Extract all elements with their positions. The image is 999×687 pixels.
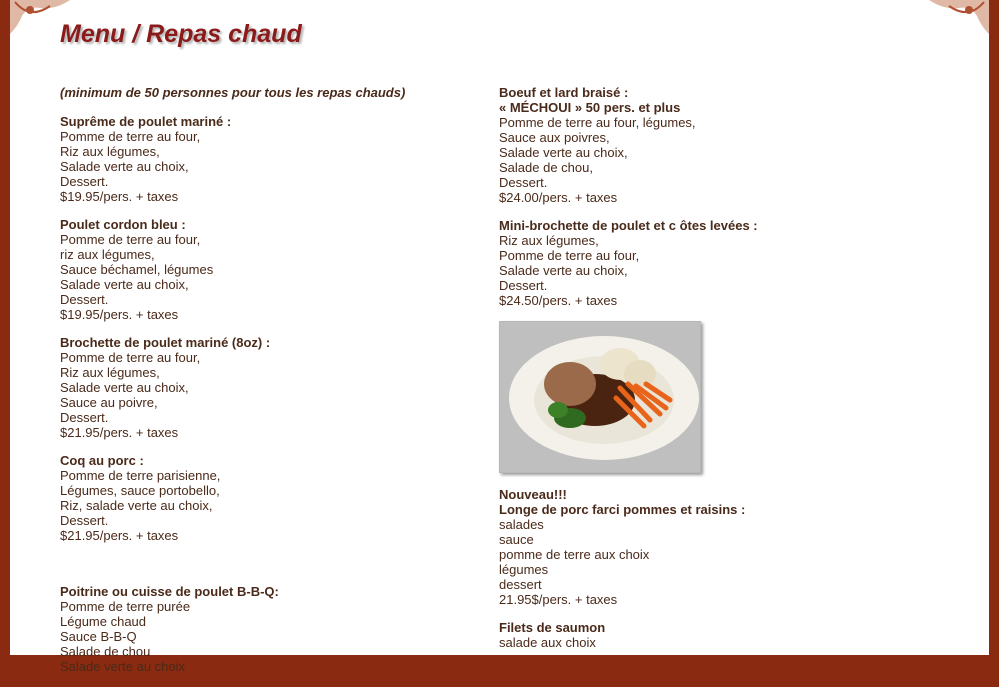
menu-item-line: Dessert. xyxy=(60,292,109,307)
menu-item-title: Poulet cordon bleu : xyxy=(60,217,186,232)
menu-item-coq-au-porc xyxy=(60,453,480,543)
menu-item-line: Salade verte au choix, xyxy=(499,263,628,278)
menu-item-poitrine-ou-cuisse-de-poulet-b-b-q xyxy=(60,584,480,674)
menu-item-line: Salade verte au choix xyxy=(60,659,186,674)
menu-item-line: $19.95/pers. + taxes xyxy=(60,307,179,322)
menu-item-line: Dessert. xyxy=(60,174,109,189)
menu-item-line: Salade verte au choix, xyxy=(60,159,189,174)
menu-item-line: $24.00/pers. + taxes xyxy=(499,190,618,205)
menu-item-boeuf-et-lard-braise xyxy=(499,85,939,205)
right-menu-list-bottom xyxy=(499,487,939,650)
left-column xyxy=(60,85,480,687)
menu-item-line: Sauce béchamel, légumes xyxy=(60,262,214,277)
menu-item-line: Dessert. xyxy=(499,278,548,293)
left-menu-list xyxy=(60,114,480,674)
menu-item-line: Pomme de terre parisienne, xyxy=(60,468,221,483)
meal-photo xyxy=(499,321,701,473)
spacer xyxy=(60,556,480,584)
menu-item-line: Riz aux légumes, xyxy=(60,365,160,380)
meal-plate-icon xyxy=(500,322,700,472)
menu-item-line: Riz, salade verte au choix, xyxy=(60,498,213,513)
menu-item-line: pomme de terre aux choix xyxy=(499,547,650,562)
menu-item-subtitle: « MÉCHOUI » 50 pers. et plus xyxy=(499,100,681,115)
menu-item-line: Sauce B-B-Q xyxy=(60,629,137,644)
menu-item-line: Salade verte au choix, xyxy=(60,380,189,395)
menu-item-line: $21.95/pers. + taxes xyxy=(60,425,179,440)
menu-item-line: Pomme de terre au four, xyxy=(60,232,201,247)
menu-item-line: Salade verte au choix, xyxy=(499,145,628,160)
menu-item-line: $24.50/pers. + taxes xyxy=(499,293,618,308)
menu-item-brochette-de-poulet-marine-8oz xyxy=(60,335,480,440)
menu-item-title: Boeuf et lard braisé : xyxy=(499,85,629,100)
menu-item-mini-brochette-de-poulet-et-c-otes-levees xyxy=(499,218,939,308)
menu-item-supreme-de-poulet-marine xyxy=(60,114,480,204)
menu-item-line: salades xyxy=(499,517,544,532)
menu-item-line: Pomme de terre au four, xyxy=(60,350,201,365)
menu-item-title: Mini-brochette de poulet et c ôtes levées : xyxy=(499,218,758,233)
menu-item-line: Sauce aux poivres, xyxy=(499,130,610,145)
menu-item-line: Salade de chou xyxy=(60,644,151,659)
menu-item-subtitle: Longe de porc farci pommes et raisins : xyxy=(499,502,746,517)
right-column xyxy=(499,85,939,663)
menu-item-line: sauce xyxy=(499,532,534,547)
menu-item-title: Coq au porc : xyxy=(60,453,144,468)
menu-item-line: dessert xyxy=(499,577,542,592)
right-menu-list-top xyxy=(499,85,939,308)
menu-item-line: Pomme de terre au four, légumes, xyxy=(499,115,696,130)
minimum-note: (minimum de 50 personnes pour tous les repas chauds) xyxy=(60,85,406,100)
menu-item-title: Brochette de poulet mariné (8oz) : xyxy=(60,335,271,350)
menu-item-line: Pomme de terre au four, xyxy=(499,248,640,263)
menu-item-line: Sauce au poivre, xyxy=(60,395,158,410)
menu-item-line: Salade verte au choix, xyxy=(60,277,189,292)
menu-item-line: $21.95/pers. + taxes xyxy=(60,528,179,543)
menu-item-line: Riz aux légumes, xyxy=(499,233,599,248)
menu-item-title: Suprême de poulet mariné : xyxy=(60,114,232,129)
menu-item-line: 21.95$/pers. + taxes xyxy=(499,592,618,607)
menu-item-nouveau xyxy=(499,487,939,607)
menu-item-line: Pomme de terre au four, xyxy=(60,129,201,144)
menu-item-line: Légumes, sauce portobello, xyxy=(60,483,220,498)
menu-item-title: Poitrine ou cuisse de poulet B-B-Q: xyxy=(60,584,279,599)
menu-item-line: $19.95/pers. + taxes xyxy=(60,189,179,204)
menu-item-line: Riz aux légumes, xyxy=(60,144,160,159)
menu-item-title: Filets de saumon xyxy=(499,620,606,635)
page-title: Menu / Repas chaud xyxy=(60,20,302,48)
menu-item-poulet-cordon-bleu xyxy=(60,217,480,322)
menu-item-line: riz aux légumes, xyxy=(60,247,155,262)
menu-item-line: Dessert. xyxy=(499,175,548,190)
page xyxy=(10,0,989,674)
menu-item-line: légumes xyxy=(499,562,549,577)
menu-item-line: salade aux choix xyxy=(499,635,596,650)
menu-item-title: Nouveau!!! xyxy=(499,487,567,502)
menu-item-line: Légume chaud xyxy=(60,614,147,629)
menu-item-line: Dessert. xyxy=(60,410,109,425)
menu-item-filets-de-saumon xyxy=(499,620,939,650)
menu-item-line: Dessert. xyxy=(60,513,109,528)
menu-item-line: Salade de chou, xyxy=(499,160,593,175)
menu-item-line: Pomme de terre purée xyxy=(60,599,191,614)
ornament-right-icon xyxy=(919,0,989,40)
